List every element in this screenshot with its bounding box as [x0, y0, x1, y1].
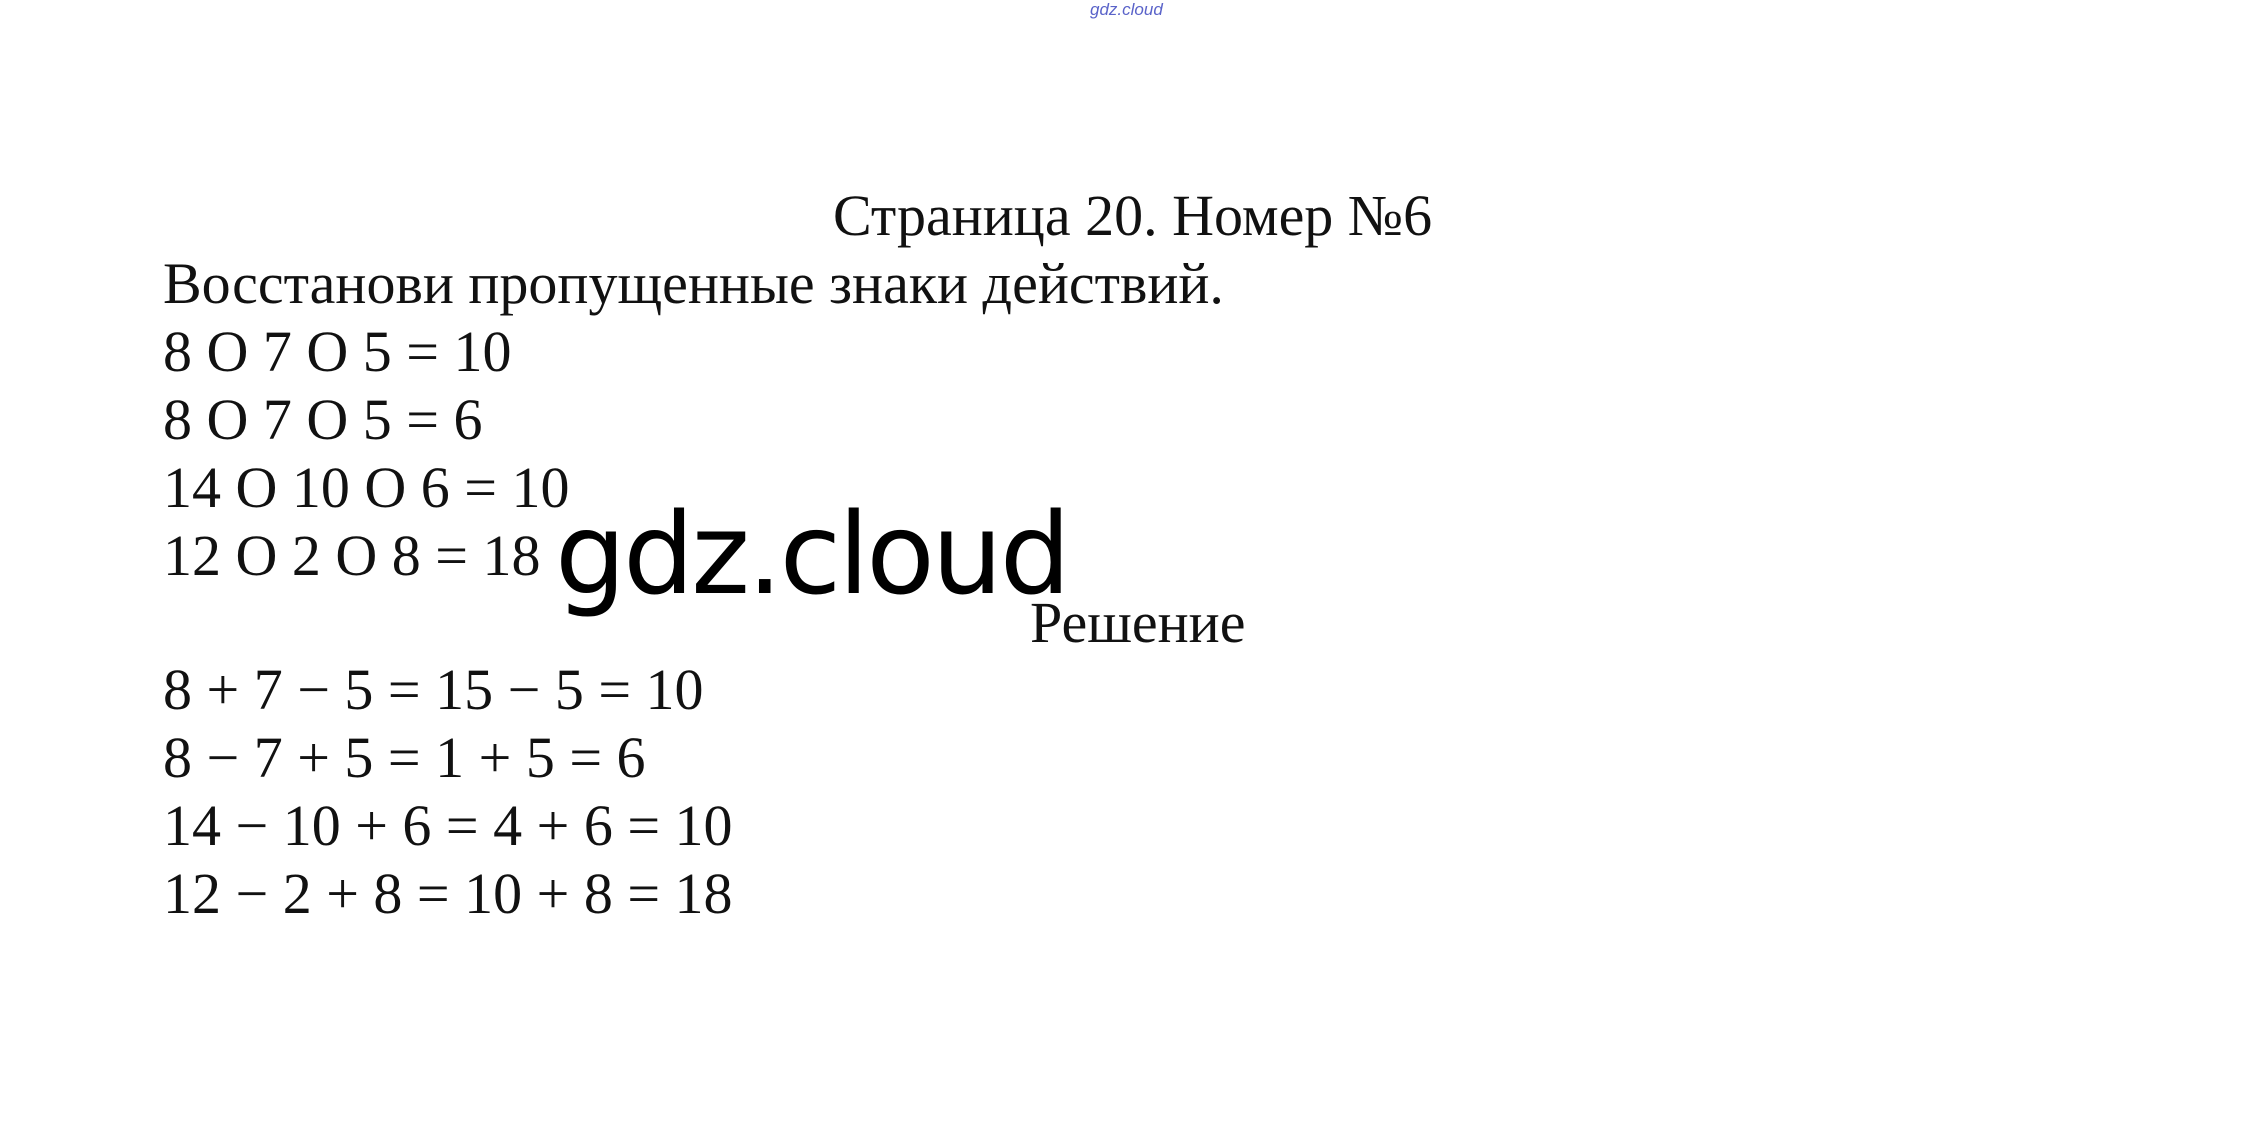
- solution-line: 14 − 10 + 6 = 4 + 6 = 10: [163, 793, 733, 858]
- task-line: 12 O 2 O 8 = 18: [163, 523, 541, 588]
- task-line: 8 O 7 O 5 = 6: [163, 387, 483, 452]
- task-instruction: Восстанови пропущенные знаки действий.: [163, 251, 1224, 316]
- solution-line: 8 + 7 − 5 = 15 − 5 = 10: [163, 657, 704, 722]
- task-line: 8 O 7 O 5 = 10: [163, 319, 512, 384]
- solution-line: 8 − 7 + 5 = 1 + 5 = 6: [163, 725, 646, 790]
- solution-line: 12 − 2 + 8 = 10 + 8 = 18: [163, 861, 733, 926]
- solution-heading: Решение: [1030, 590, 1246, 655]
- task-line: 14 O 10 O 6 = 10: [163, 455, 570, 520]
- site-mark-top: gdz.cloud: [1090, 0, 1163, 19]
- watermark-logo: gdz.cloud: [555, 490, 1068, 620]
- page-title-text: Страница 20. Номер №6: [833, 183, 1433, 248]
